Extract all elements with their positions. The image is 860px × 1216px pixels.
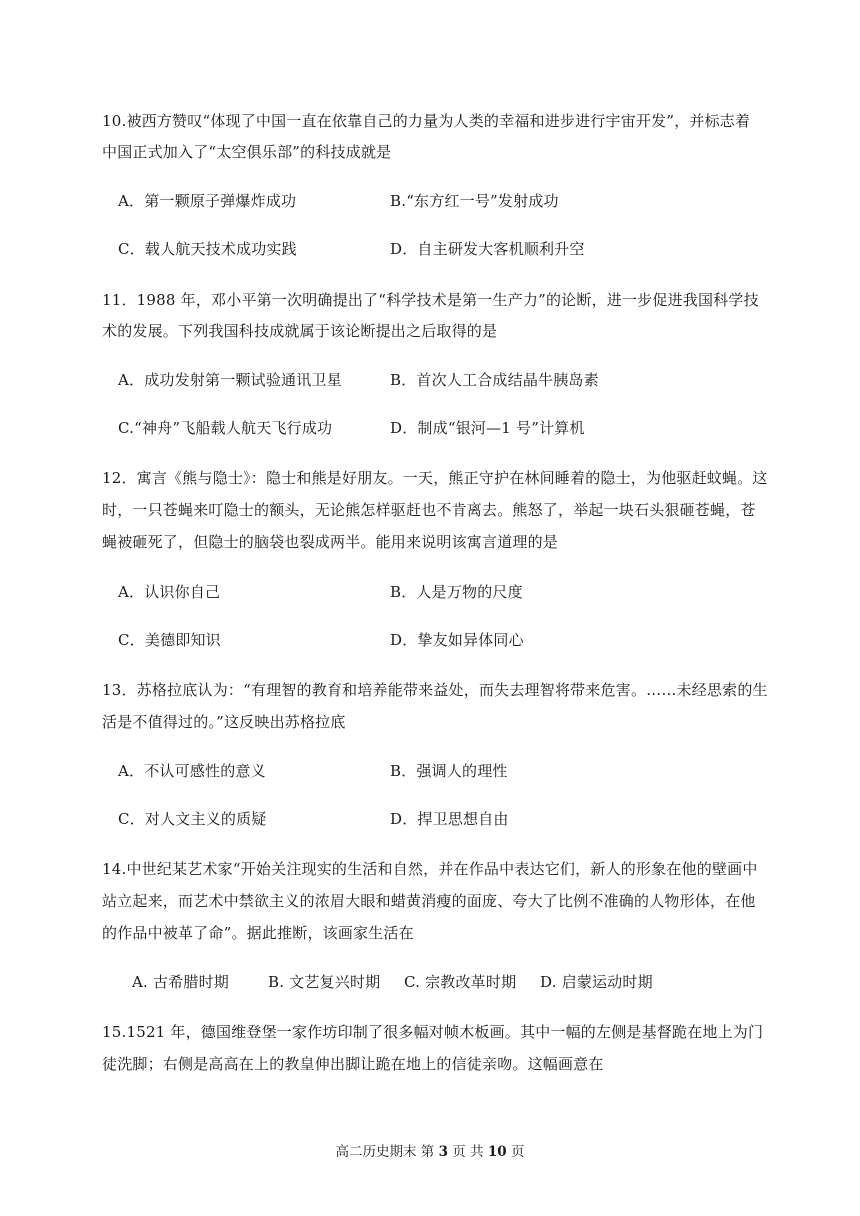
footer-page-number: 3 [438, 1144, 449, 1160]
q12-option-d: D．挚友如异体同心 [390, 631, 524, 649]
q15-line-1: 15.1521 年，德国维登堡一家作坊印制了很多幅对帧木板画。其中一幅的左侧是基督跪在地上为门 [102, 1023, 764, 1041]
q13-option-c: C．对人文主义的质疑 [118, 810, 267, 828]
q11-option-b: B．首次人工合成结晶牛胰岛素 [390, 371, 599, 389]
q15-line-2: 徒洗脚；右侧是高高在上的教皇伸出脚让跪在地上的信徒亲吻。这幅画意在 [102, 1055, 604, 1073]
q13-option-d: D．捍卫思想自由 [390, 810, 509, 828]
q11-option-d: D．制成“银河—1 号”计算机 [390, 419, 585, 437]
footer-prefix: 高二历史期末 第 [335, 1144, 439, 1160]
q12-option-c: C．美德即知识 [118, 631, 221, 649]
q12-option-a: A．认识你自己 [118, 583, 221, 601]
q11-option-c: C.“神舟”飞船载人航天飞行成功 [118, 419, 333, 437]
q14-line-2: 站立起来，而艺术中禁欲主义的浓眉大眼和蜡黄消瘦的面庞、夸大了比例不准确的人物形体，在他 [102, 892, 756, 910]
q13-line-1: 13．苏格拉底认为：“有理智的教育和培养能带来益处，而失去理智将带来危害。……未经思索的生 [102, 681, 768, 699]
q11-line-2: 术的发展。下列我国科技成就属于该论断提出之后取得的是 [102, 322, 498, 340]
q14-option-d: D. 启蒙运动时期 [540, 973, 653, 991]
q10-line-1: 10.被西方赞叹“体现了中国一直在依靠自己的力量为人类的幸福和进步进行宇宙开发”，并标志着 [102, 112, 751, 130]
q10-option-b: B.“东方红一号”发射成功 [390, 192, 559, 210]
q14-option-a: A. 古希腊时期 [132, 973, 229, 991]
q12-line-1: 12．寓言《熊与隐士》：隐士和熊是好朋友。一天，熊正守护在林间睡着的隐士，为他驱赶蚊蝇。这 [102, 469, 768, 487]
q12-line-2: 时，一只苍蝇来叮隐士的额头，无论熊怎样驱赶也不肯离去。熊怒了，举起一块石头狠砸苍蝇，苍 [102, 501, 756, 519]
footer-total-pages: 10 [487, 1144, 507, 1160]
q10-option-d: D．自主研发大客机顺利升空 [390, 240, 585, 258]
q10-option-c: C．载人航天技术成功实践 [118, 240, 297, 258]
page-footer [0, 1140, 860, 1160]
q12-option-b: B．人是万物的尺度 [390, 583, 523, 601]
q14-line-1: 14.中世纪某艺术家“开始关注现实的生活和自然，并在作品中表达它们，新人的形象在他的壁画中 [102, 860, 758, 878]
q14-option-b: B. 文艺复兴时期 [268, 973, 381, 991]
q13-option-a: A．不认可感性的意义 [118, 762, 266, 780]
q14-line-3: 的作品中被革了命”。据此推断，该画家生活在 [102, 924, 414, 942]
q13-line-2: 活是不值得过的。”这反映出苏格拉底 [102, 713, 346, 731]
q12-line-3: 蝇被砸死了，但隐士的脑袋也裂成两半。能用来说明该寓言道理的是 [102, 533, 559, 551]
q14-option-c: C. 宗教改革时期 [404, 973, 517, 991]
q10-option-a: A．第一颗原子弹爆炸成功 [118, 192, 297, 210]
q13-option-b: B．强调人的理性 [390, 762, 508, 780]
footer-middle: 页 共 [448, 1144, 488, 1160]
q10-line-2: 中国正式加入了“太空俱乐部”的科技成就是 [102, 143, 392, 161]
q11-line-1: 11．1988 年，邓小平第一次明确提出了“科学技术是第一生产力”的论断，进一步促进我国科学技 [102, 291, 759, 309]
footer-suffix: 页 [506, 1144, 525, 1160]
q11-option-a: A．成功发射第一颗试验通讯卫星 [118, 371, 342, 389]
